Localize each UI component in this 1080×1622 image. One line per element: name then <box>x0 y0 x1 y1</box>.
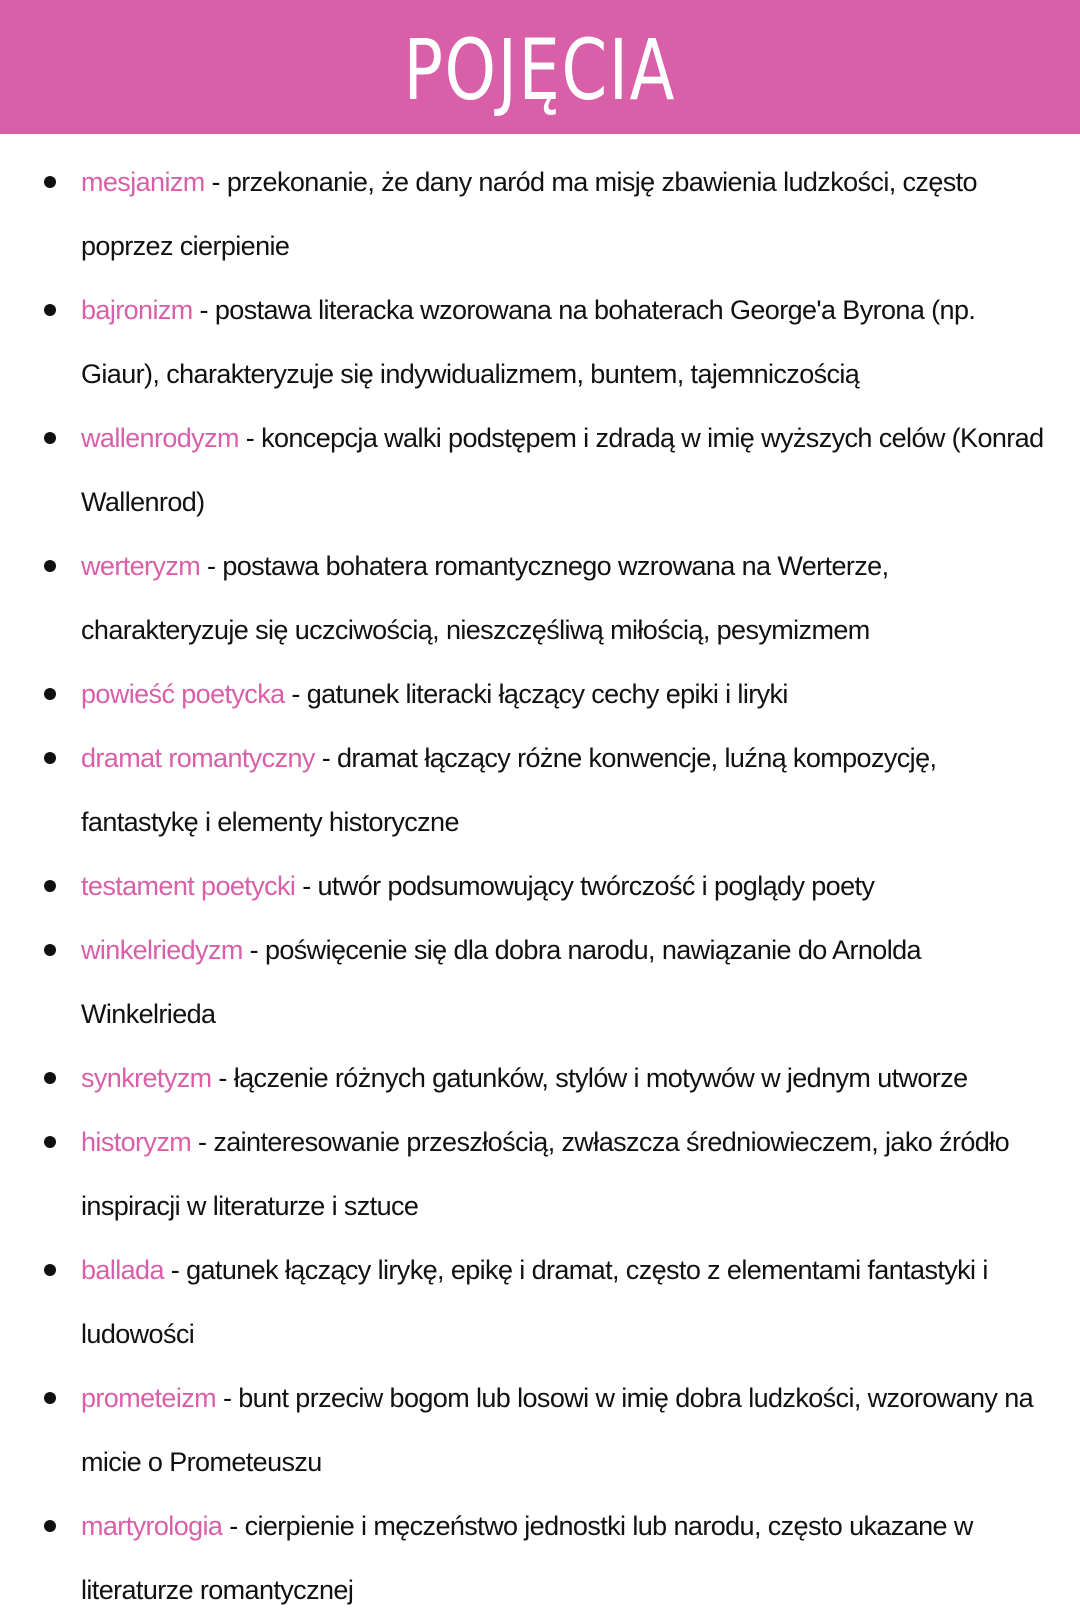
list-item <box>0 150 1080 278</box>
separator: - <box>314 743 337 773</box>
list-item <box>0 1238 1080 1366</box>
bullet-icon <box>44 1392 56 1404</box>
separator: - <box>216 1383 239 1413</box>
bullet-icon <box>44 688 56 700</box>
term-definition: postawa literacka wzorowana na bohaterach George'a Byrona (np. Giaur), charakteryzuje się indywidualizmem, buntem, tajemniczością <box>81 295 976 389</box>
list-item <box>0 1494 1080 1622</box>
separator: - <box>222 1511 245 1541</box>
term-label: powieść poetycka <box>81 679 285 709</box>
term-definition: gatunek literacki łączący cechy epiki i liryki <box>306 679 788 709</box>
list-item <box>0 278 1080 406</box>
term-label: martyrologia <box>81 1511 223 1541</box>
page-title: POJĘCIA <box>403 21 677 119</box>
term-definition: przekonanie, że dany naród ma misję zbawienia ludzkości, często poprzez cierpienie <box>81 167 977 261</box>
bullet-icon <box>44 176 56 188</box>
term-definition: łączenie różnych gatunków, stylów i motywów w jednym utworze <box>233 1063 968 1093</box>
bullet-icon <box>44 1264 56 1276</box>
bullet-icon <box>44 1520 56 1532</box>
term-definition: cierpienie i męczeństwo jednostki lub narodu, często ukazane w literaturze romantycznej <box>81 1511 973 1605</box>
term-label: prometeizm <box>81 1383 217 1413</box>
term-definition: koncepcja walki podstępem i zdradą w imię wyższych celów (Konrad Wallenrod) <box>81 423 1044 517</box>
separator: - <box>238 423 262 453</box>
list-item <box>0 1046 1080 1110</box>
separator: - <box>211 1063 234 1093</box>
separator: - <box>284 679 307 709</box>
term-definition: bunt przeciw bogom lub losowi w imię dobra ludzkości, wzorowany na micie o Prometeuszu <box>81 1383 1034 1477</box>
bullet-icon <box>44 432 56 444</box>
term-label: testament poetycki <box>81 871 296 901</box>
bullet-icon <box>44 752 56 764</box>
list-item <box>0 726 1080 854</box>
term-label: bajronizm <box>81 295 193 325</box>
list-item <box>0 534 1080 662</box>
separator: - <box>200 551 223 581</box>
term-label: historyzm <box>81 1127 192 1157</box>
term-definition: zainteresowanie przeszłością, zwłaszcza średniowieczem, jako źródło inspiracji w literaturze i sztuce <box>81 1127 1009 1221</box>
separator: - <box>163 1255 187 1285</box>
list-item <box>0 854 1080 918</box>
term-definition: utwór podsumowujący twórczość i poglądy poety <box>317 871 875 901</box>
list-item <box>0 1366 1080 1494</box>
term-label: werteryzm <box>81 551 201 581</box>
separator: - <box>191 1127 214 1157</box>
header-banner <box>0 0 1080 134</box>
terms-list <box>0 150 1080 1622</box>
term-label: winkelriedyzm <box>81 935 243 965</box>
term-label: mesjanizm <box>81 167 205 197</box>
bullet-icon <box>44 1072 56 1084</box>
list-item <box>0 662 1080 726</box>
bullet-icon <box>44 304 56 316</box>
term-label: dramat romantyczny <box>81 743 315 773</box>
term-label: wallenrodyzm <box>81 423 239 453</box>
bullet-icon <box>44 1136 56 1148</box>
term-label: ballada <box>81 1255 164 1285</box>
bullet-icon <box>44 944 56 956</box>
separator: - <box>242 935 265 965</box>
separator: - <box>204 167 227 197</box>
term-label: synkretyzm <box>81 1063 212 1093</box>
list-item <box>0 406 1080 534</box>
separator: - <box>295 871 318 901</box>
bullet-icon <box>44 560 56 572</box>
list-item <box>0 918 1080 1046</box>
term-definition: gatunek łączący lirykę, epikę i dramat, często z elementami fantastyki i ludowości <box>81 1255 988 1349</box>
bullet-icon <box>44 880 56 892</box>
term-definition: dramat łączący różne konwencje, luźną kompozycję, fantastykę i elementy historyczne <box>81 743 937 837</box>
term-definition: poświęcenie się dla dobra narodu, nawiązanie do Arnolda Winkelrieda <box>81 935 921 1029</box>
list-item <box>0 1110 1080 1238</box>
term-definition: postawa bohatera romantycznego wzrowana na Werterze, charakteryzuje się uczciwością, nieszczęśliwą miłością, pesymizmem <box>81 551 889 645</box>
separator: - <box>192 295 215 325</box>
